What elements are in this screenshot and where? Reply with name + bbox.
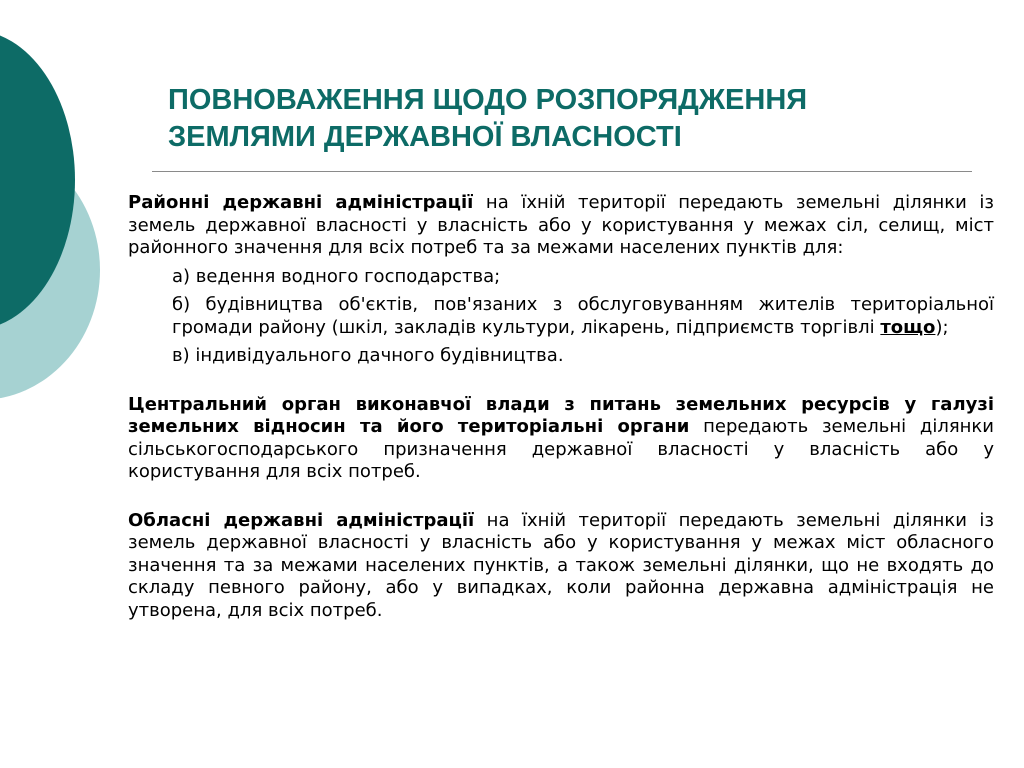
paragraph-district-administrations xyxy=(128,192,994,260)
list-item-a: а) ведення водного господарства; xyxy=(172,265,501,287)
paragraph-2-text: передають земельні ділянки сільськогосподарського призначення державної власності у власність або у користування для всіх потреб. xyxy=(128,416,994,482)
list-item-b xyxy=(172,294,994,339)
list-item-b-end: ); xyxy=(935,316,949,338)
list-item-b-text: б) будівництва об'єктів, пов'язаних з обслуговуванням жителів територіальної громади району (шкіл, закладів культури, лікарень, підприємств торгівлі xyxy=(172,294,994,338)
title-divider xyxy=(152,171,972,172)
paragraph-1-text: на їхній території передають земельні ділянки із земель державної власності у власність або у користування у межах сіл, селищ, міст районного значення для всіх потреб та за межами населених пунктів для: xyxy=(128,192,994,258)
paragraph-3-heading: Обласні державні адміністрації xyxy=(128,509,475,531)
slide-body xyxy=(128,192,994,622)
slide-title xyxy=(168,82,968,156)
paragraph-regional-administrations xyxy=(128,510,994,623)
list-item-c: в) індивідуального дачного будівництва. xyxy=(172,345,564,366)
title-line-1: ПОВНОВАЖЕННЯ ЩОДО РОЗПОРЯДЖЕННЯ xyxy=(168,84,808,116)
list-item-b-emphasis: тощо xyxy=(880,316,936,338)
paragraph-2-heading: Центральний орган виконавчої влади з питань земельних ресурсів у галузі земельних відносин та його територіальні органи xyxy=(128,393,994,437)
paragraph-3-text: на їхній території передають земельні ділянки із земель державної власності у власність або у користування у межах міст обласного значення та за межами населених пунктів, а також земельні ділянки, що не входять до складу певного району, або у випадках, коли районна державна адміністрація не утворена, для всіх потреб. xyxy=(128,509,994,621)
title-line-2: ЗЕМЛЯМИ ДЕРЖАВНОЇ ВЛАСНОСТІ xyxy=(168,121,682,153)
paragraph-1-heading: Районні державні адміністрації xyxy=(128,192,474,213)
paragraph-central-authority xyxy=(128,394,994,484)
